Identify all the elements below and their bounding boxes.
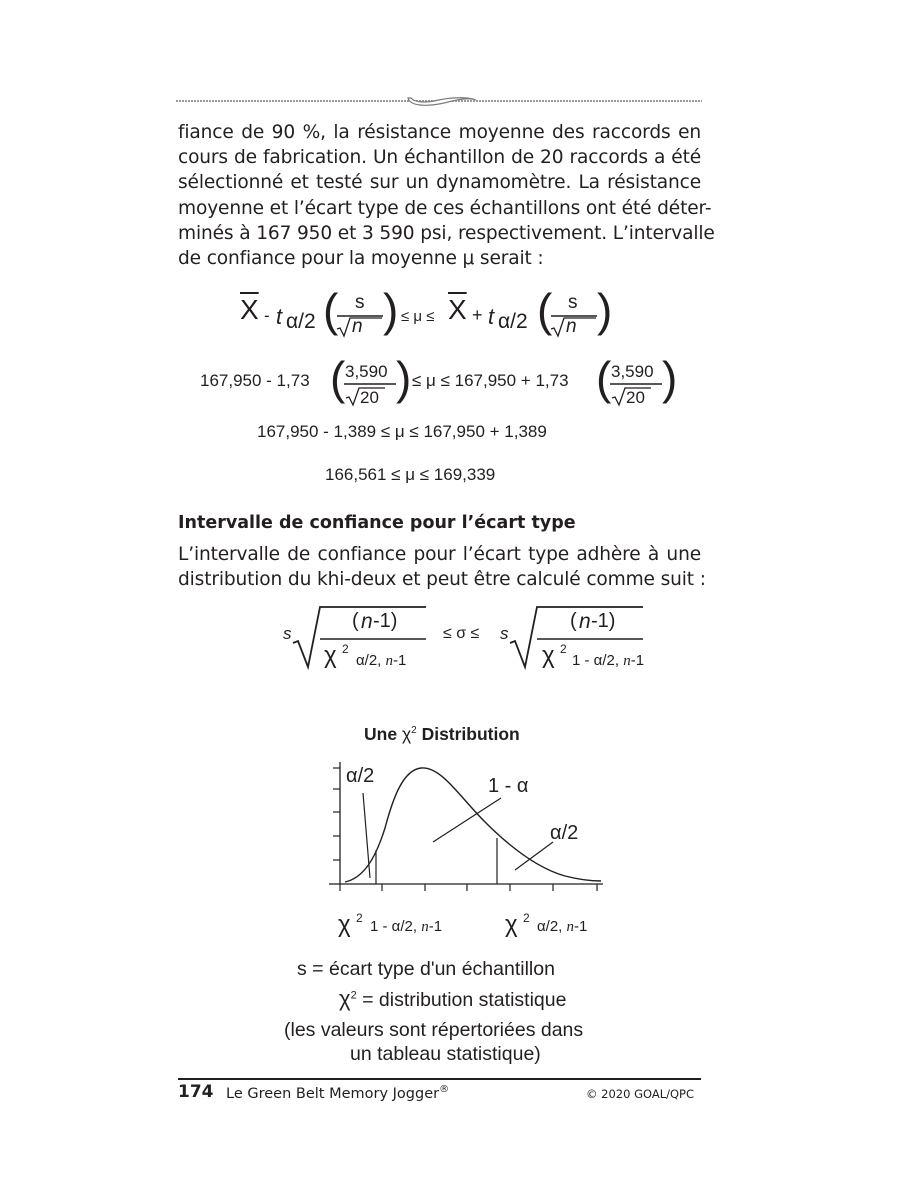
legend-line-4: un tableau statistique) bbox=[350, 1043, 541, 1065]
figure-title bbox=[364, 724, 520, 745]
relation-mu: ≤ μ ≤ bbox=[401, 308, 435, 325]
num-right-n: n bbox=[579, 610, 591, 633]
x-label-left-sub: 1 - α/2, n-1 bbox=[370, 918, 443, 935]
x-label-right-chi: χ bbox=[505, 911, 518, 938]
fraction5-bar-right bbox=[537, 637, 643, 641]
paragraph-1-line: sélectionné et testé sur un dynamomètre. La résistance bbox=[178, 172, 701, 194]
label-left-tail: α/2 bbox=[346, 765, 375, 787]
fraction-num-right: s bbox=[568, 292, 578, 313]
num-right-open: ( bbox=[570, 610, 577, 632]
t-subscript-right: α/2 bbox=[498, 310, 528, 333]
figure-title-pre: Une bbox=[364, 724, 398, 744]
plus-sign: + bbox=[472, 305, 483, 325]
paren-open-right: ( bbox=[537, 284, 553, 336]
num-left-open: ( bbox=[352, 610, 359, 632]
pointer-right-tail bbox=[515, 842, 553, 870]
fraction2-den-a: 20 bbox=[360, 388, 379, 407]
book-title-text: Le Green Belt Memory Jogger bbox=[226, 1085, 440, 1102]
num-left-n: n bbox=[361, 610, 373, 633]
paren-open-b: ( bbox=[596, 352, 612, 404]
paren-open-a: ( bbox=[330, 352, 346, 404]
registered-mark: ® bbox=[439, 1084, 450, 1095]
label-middle: 1 - α bbox=[488, 775, 529, 797]
legend-line-1: s = écart type d'un échantillon bbox=[297, 958, 555, 980]
x-label-left-chi: χ bbox=[338, 911, 351, 938]
legend-line-2 bbox=[339, 986, 566, 1012]
s-right: s bbox=[500, 624, 509, 643]
figure-title-chi: χ bbox=[401, 724, 412, 744]
paren-close-left: ) bbox=[383, 284, 399, 336]
formula2-middle: ≤ μ ≤ 167,950 + 1,73 bbox=[412, 371, 569, 390]
paragraph-2 bbox=[178, 542, 706, 592]
paragraph-1-line: fiance de 90 %, la résistance moyenne des raccords en bbox=[178, 122, 701, 143]
chi-right-sq: 2 bbox=[560, 642, 567, 656]
t-symbol-right: t bbox=[488, 304, 495, 329]
fraction5-bar-left bbox=[320, 637, 426, 641]
chi-left-sub: α/2, n-1 bbox=[356, 652, 407, 669]
legend-chi-sq: 2 bbox=[350, 989, 357, 1002]
paragraph-2-line: L’intervalle de confiance pour l’écart type adhère à une bbox=[178, 544, 701, 565]
section-heading: Intervalle de confiance pour l’écart type bbox=[178, 513, 576, 533]
t-subscript-left: α/2 bbox=[286, 310, 316, 333]
x-label-left-sq: 2 bbox=[356, 911, 363, 925]
paren-close-a: ) bbox=[396, 352, 412, 404]
page-number: 174 bbox=[178, 1082, 214, 1102]
formula-mean-simplified: 167,950 - 1,389 ≤ μ ≤ 167,950 + 1,389 bbox=[257, 422, 547, 441]
book-title bbox=[226, 1084, 449, 1102]
figure-title-sq: 2 bbox=[411, 725, 417, 737]
paragraph-2-line: distribution du khi-deux et peut être calculé comme suit : bbox=[178, 569, 706, 591]
figure-title-post: Distribution bbox=[421, 724, 520, 744]
paren-close-right: ) bbox=[597, 284, 613, 336]
footer-rule bbox=[178, 1078, 701, 1080]
fraction2-num-b: 3,590 bbox=[611, 362, 654, 381]
paragraph-1-line: moyenne et l’écart type de ces échantillons ont été déter- bbox=[178, 197, 712, 219]
copyright: © 2020 GOAL/QPC bbox=[586, 1087, 695, 1101]
relation-sigma: ≤ σ ≤ bbox=[443, 625, 480, 642]
fraction-num-left: s bbox=[355, 292, 365, 313]
s-left: s bbox=[283, 624, 292, 643]
paren-close-b: ) bbox=[662, 352, 678, 404]
pointer-middle bbox=[433, 798, 501, 842]
xbar-right: $\overline{X}$ bbox=[448, 294, 467, 325]
header-ornament bbox=[176, 92, 702, 112]
pointer-left-tail bbox=[363, 793, 370, 878]
formula2-left: 167,950 - 1,73 bbox=[200, 371, 310, 390]
x-label-right-sub: α/2, n-1 bbox=[537, 918, 588, 935]
paragraph-1-line: de confiance pour la moyenne μ serait : bbox=[178, 248, 544, 270]
chi-right-sub: 1 - α/2, n-1 bbox=[572, 652, 645, 669]
legend-chi: χ bbox=[339, 986, 351, 1011]
legend-chi-rest: = distribution statistique bbox=[362, 989, 567, 1011]
label-right-tail: α/2 bbox=[550, 822, 579, 844]
xbar-left: $\overline{X}$ bbox=[240, 294, 259, 325]
num-left-rest: -1) bbox=[373, 610, 398, 632]
paren-open-left: ( bbox=[323, 284, 339, 336]
num-right-rest: -1) bbox=[591, 610, 616, 632]
fraction-den-right: n bbox=[566, 316, 577, 337]
paragraph-1 bbox=[178, 120, 715, 271]
fraction2-den-b: 20 bbox=[626, 388, 645, 407]
chi-left-sq: 2 bbox=[342, 642, 349, 656]
x-label-right-sq: 2 bbox=[523, 911, 530, 925]
formula-mean-result: 166,561 ≤ μ ≤ 169,339 bbox=[325, 465, 496, 484]
fraction-den-left: n bbox=[352, 316, 363, 337]
chi-right: χ bbox=[542, 642, 555, 669]
minus-sign: - bbox=[264, 306, 270, 325]
t-symbol-left: t bbox=[276, 304, 283, 329]
paragraph-1-line: cours de fabrication. Un échantillon de 20 raccords a été bbox=[178, 147, 701, 169]
fraction2-num-a: 3,590 bbox=[345, 362, 388, 381]
legend-line-3: (les valeurs sont répertoriées dans bbox=[284, 1019, 584, 1041]
chi-left: χ bbox=[324, 642, 337, 669]
paragraph-1-line: minés à 167 950 et 3 590 psi, respectivement. L’intervalle bbox=[178, 222, 715, 244]
